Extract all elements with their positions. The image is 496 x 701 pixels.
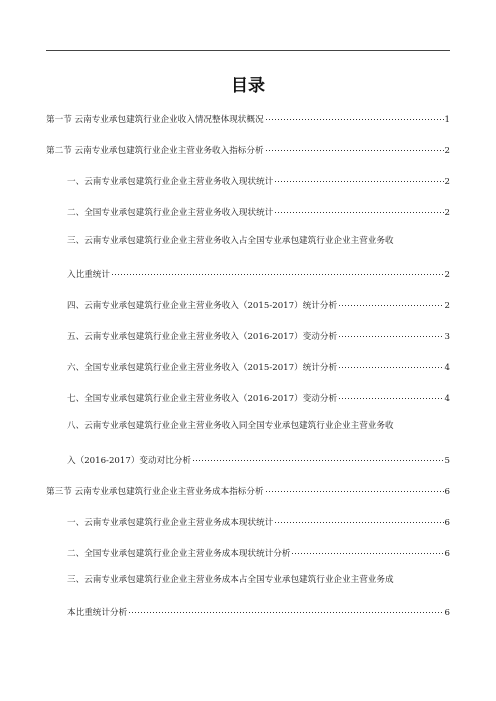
toc-entry-text: 四、云南专业承包建筑行业企业主营业务收入（2015-2017）统计分析	[67, 301, 338, 311]
toc-page-number: 4	[444, 394, 450, 404]
toc-leader-dots	[111, 265, 444, 277]
toc-leader-dots	[338, 389, 443, 401]
toc-entry-text: 一、云南专业承包建筑行业企业主营业务成本现状统计	[67, 518, 274, 528]
toc-entry-text: 本比重统计分析	[67, 608, 128, 618]
toc-page-number: 5	[444, 456, 450, 466]
toc-entry-2-6[interactable]	[67, 358, 450, 374]
toc-entry-text: 五、云南专业承包建筑行业企业主营业务收入（2016-2017）变动分析	[67, 332, 338, 342]
toc-entry-text: 第二节 云南专业承包建筑行业企业主营业务收入指标分析	[46, 146, 264, 156]
toc-leader-dots	[265, 110, 444, 122]
toc-page-number: 6	[444, 549, 450, 559]
toc-entry-text: 一、云南专业承包建筑行业企业主营业务收入现状统计	[67, 177, 274, 187]
toc-entry-section-3[interactable]	[46, 482, 450, 498]
toc-entry-2-1[interactable]	[67, 172, 450, 188]
toc-page-number: 2	[444, 146, 450, 156]
toc-entry-text: 二、全国专业承包建筑行业企业主营业务成本现状统计分析	[67, 549, 291, 559]
toc-entry-text: 入比重统计	[67, 270, 110, 280]
toc-title: 目录	[231, 76, 265, 96]
toc-entry-2-8[interactable]	[67, 451, 450, 467]
toc-leader-dots	[338, 327, 443, 339]
toc-leader-dots	[265, 482, 444, 494]
toc-page-number: 6	[444, 518, 450, 528]
toc-page-number: 2	[444, 301, 450, 311]
toc-leader-dots	[274, 203, 443, 215]
toc-entry-text: 七、全国专业承包建筑行业企业主营业务收入（2016-2017）变动分析	[67, 394, 338, 404]
toc-page-number: 6	[444, 608, 450, 618]
toc-page-number: 6	[444, 487, 450, 497]
toc-entry-3-1[interactable]	[67, 513, 450, 529]
toc-leader-dots	[265, 141, 444, 153]
toc-leader-dots	[192, 451, 444, 463]
toc-leader-dots	[274, 172, 443, 184]
toc-page-number: 1	[444, 115, 450, 125]
toc-leader-dots	[338, 358, 443, 370]
toc-page-number: 2	[444, 270, 450, 280]
toc-entry-3-2[interactable]	[67, 544, 450, 560]
toc-leader-dots	[338, 296, 443, 308]
toc-entry-2-3[interactable]	[67, 265, 450, 281]
toc-leader-dots	[291, 544, 443, 556]
toc-entry-2-7[interactable]	[67, 389, 450, 405]
toc-page-number: 4	[444, 363, 450, 373]
toc-entry-2-8-line1[interactable]: 八、云南专业承包建筑行业企业主营业务收入同全国专业承包建筑行业企业主营业务收	[67, 421, 394, 431]
toc-page-number: 2	[444, 208, 450, 218]
toc-leader-dots	[274, 513, 443, 525]
toc-entry-text: 第一节 云南专业承包建筑行业企业收入情况整体现状概况	[46, 115, 264, 125]
toc-entry-text: 二、全国专业承包建筑行业企业主营业务收入现状统计	[67, 208, 274, 218]
toc-entry-2-3-line1[interactable]: 三、云南专业承包建筑行业企业主营业务收入占全国专业承包建筑行业企业主营业务收	[67, 236, 394, 246]
toc-entry-2-5[interactable]	[67, 327, 450, 343]
toc-entry-text: 入（2016-2017）变动对比分析	[67, 456, 191, 466]
toc-entry-text: 六、全国专业承包建筑行业企业主营业务收入（2015-2017）统计分析	[67, 363, 338, 373]
toc-entry-section-2[interactable]	[46, 141, 450, 157]
toc-entry-2-4[interactable]	[67, 296, 450, 312]
toc-entry-3-3-line1[interactable]: 三、云南专业承包建筑行业企业主营业务成本占全国专业承包建筑行业企业主营业务成	[67, 575, 394, 585]
toc-entry-2-2[interactable]	[67, 203, 450, 219]
toc-page-number: 2	[444, 177, 450, 187]
toc-entry-text: 第三节 云南专业承包建筑行业企业主营业务成本指标分析	[46, 487, 264, 497]
toc-entry-section-1[interactable]	[46, 110, 450, 126]
toc-leader-dots	[128, 603, 443, 615]
toc-page-number: 3	[444, 332, 450, 342]
toc-entry-3-3[interactable]	[67, 603, 450, 619]
